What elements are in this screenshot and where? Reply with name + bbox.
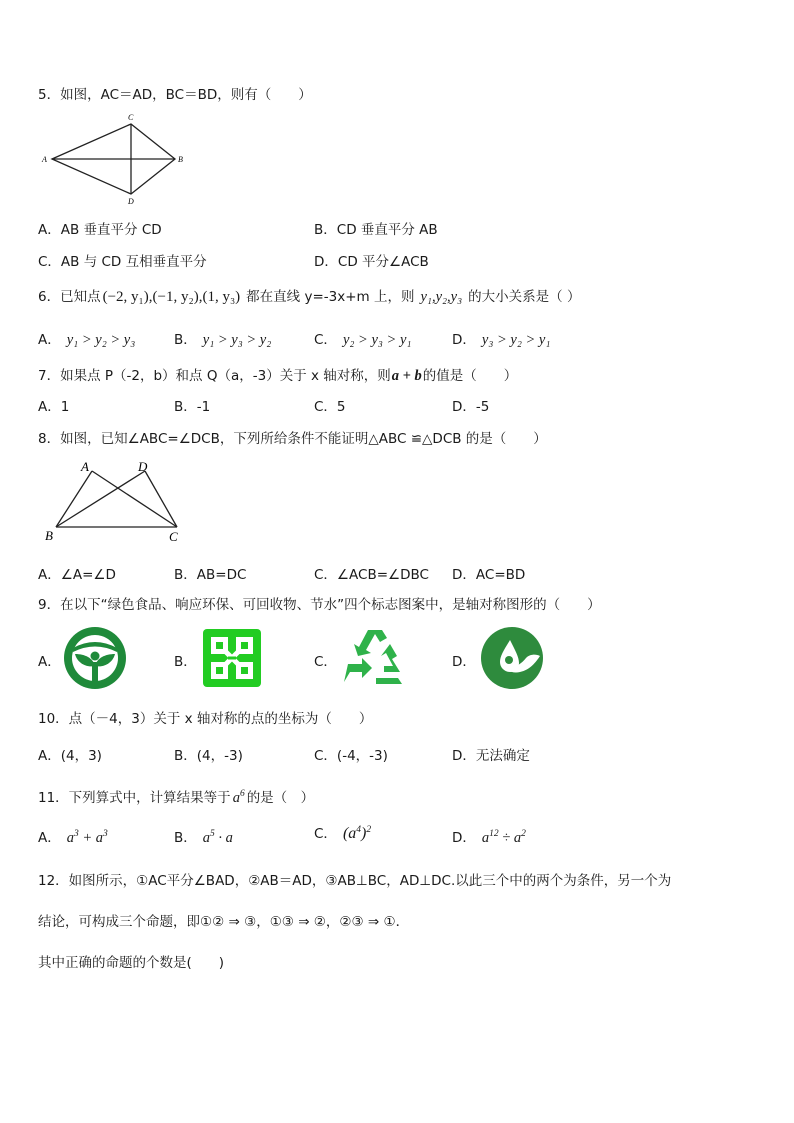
q7-stem-pre: 7．如果点 P（-2，b）和点 Q（a，-3）关于 x 轴对称，则 (38, 368, 391, 384)
q8-label-c: C (169, 529, 178, 544)
q8-triangles-figure (40, 455, 190, 545)
q10-option-a: A．(4，3) (38, 748, 102, 764)
q7-stem-post: 的值是（ ） (422, 368, 518, 384)
q6-vars: y₁,y₂,y₃ (420, 289, 463, 305)
q5-option-d: D．CD 平分∠ACB (314, 254, 429, 270)
q6-option-c: C． y₂ > y₃ > y₁ (314, 332, 412, 348)
q7-stem (38, 364, 517, 385)
q8-option-c: C．∠ACB=∠DBC (314, 567, 429, 583)
q11-option-b: B． $a^5 \cdot a$ (174, 829, 233, 846)
green-food-logo-icon (63, 626, 127, 690)
q7-option-a: A．1 (38, 399, 70, 415)
q10-option-c: C．(-4，-3) (314, 748, 388, 764)
q5-option-b: B．CD 垂直平分 AB (314, 222, 438, 238)
q7-option-b: B．-1 (174, 399, 211, 415)
q6-points: (−2, y₁),(−1, y₂),(1, y₃) (102, 289, 241, 305)
q9-stem: 9．在以下“绿色食品、响应环保、可回收物、节水”四个标志图案中，是轴对称图形的（ ） (38, 597, 601, 613)
q6-prefix: 6．已知点 (38, 289, 101, 305)
q7-expr: a + b (391, 368, 422, 384)
q6-middle: 都在直线 y=-3x+m 上，则 (246, 289, 415, 305)
q7-option-d: D．-5 (452, 399, 490, 415)
environmental-protection-logo-icon (202, 628, 262, 688)
q9-option-c-label: C． (314, 654, 337, 670)
q8-option-d: D．AC=BD (452, 567, 526, 583)
q12-line2: 结论，可构成三个命题，即①② ⇒ ③，①③ ⇒ ②，②③ ⇒ ①． (38, 914, 410, 930)
q11-stem-post: 的是（ ） (246, 790, 315, 806)
q6-option-d: D． y₃ > y₂ > y₁ (452, 332, 551, 348)
q5-label-a: A (42, 155, 47, 164)
q8-option-a: A．∠A=∠D (38, 567, 116, 583)
q5-stem: 5．如图，AC＝AD，BC＝BD，则有（ ） (38, 87, 312, 103)
water-saving-logo-icon (480, 626, 544, 690)
q8-label-a: A (81, 459, 89, 474)
q9-option-a-label: A． (38, 654, 61, 670)
q10-stem: 10．点（－4，3）关于 x 轴对称的点的坐标为（ ） (38, 711, 373, 727)
q8-label-b: B (45, 528, 53, 543)
q8-option-b: B．AB=DC (174, 567, 247, 583)
q11-stem (38, 786, 314, 807)
q11-option-a: A． $a^3 + a^3$ (38, 829, 108, 846)
q12-line1: 12．如图所示，①AC平分∠BAD，②AB＝AD，③AB⊥BC，AD⊥DC.以此三个中的两个为条件，另一个为 (38, 873, 672, 889)
q11-target-expr: $a^6$ (232, 789, 245, 806)
q9-option-d-label: D． (452, 654, 476, 670)
q6-suffix: 的大小关系是（ ） (468, 289, 581, 305)
q10-option-b: B．(4，-3) (174, 748, 243, 764)
q8-stem: 8．如图，已知∠ABC=∠DCB，下列所给条件不能证明△ABC ≌△DCB 的是（ ） (38, 431, 547, 447)
q11-option-c: C． $(a^4)^2$ (314, 825, 372, 842)
recyclable-logo-icon (340, 626, 410, 688)
q12-line3: 其中正确的命题的个数是( ) (38, 955, 225, 971)
q5-kite-figure (38, 112, 198, 207)
q5-option-a: A．AB 垂直平分 CD (38, 222, 162, 238)
q5-option-c: C．AB 与 CD 互相垂直平分 (38, 254, 207, 270)
q9-option-b-label: B． (174, 654, 197, 670)
q11-stem-pre: 11．下列算式中，计算结果等于 (38, 790, 231, 806)
q10-option-d: D．无法确定 (452, 748, 530, 764)
q5-label-c: C (128, 113, 134, 122)
q5-label-b: B (178, 155, 183, 164)
q6-option-a: A． y₁ > y₂ > y₃ (38, 332, 136, 348)
q8-label-d: D (138, 459, 148, 474)
q11-option-d: D． $a^{12} \div a^2$ (452, 829, 526, 846)
q6-stem (38, 285, 580, 306)
q6-option-b: B． y₁ > y₃ > y₂ (174, 332, 272, 348)
q7-option-c: C．5 (314, 399, 346, 415)
q5-label-d: D (128, 197, 134, 206)
